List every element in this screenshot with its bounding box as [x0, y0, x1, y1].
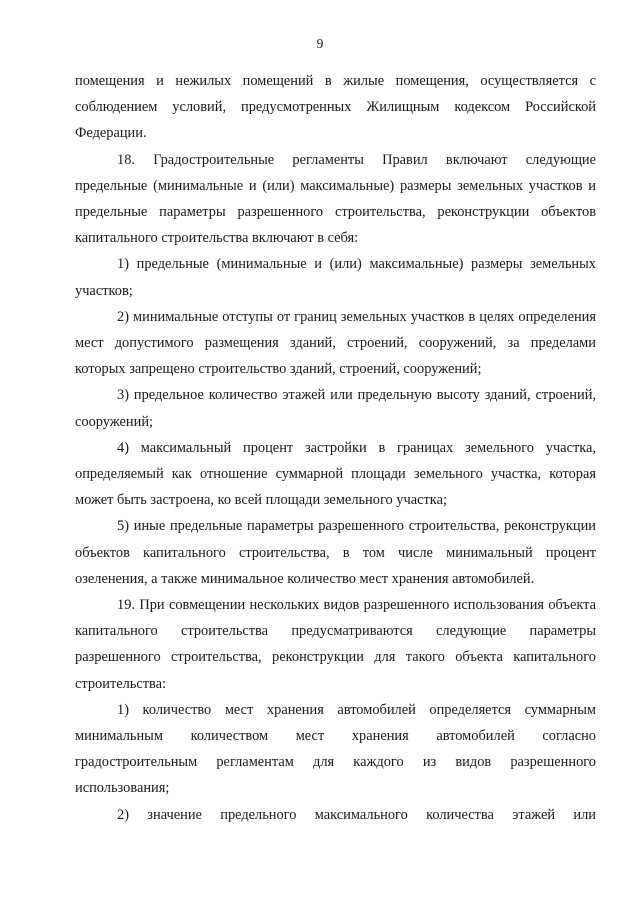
paragraph-item-18-1: 1) предельные (минимальные и (или) максимальные) размеры земельных участков;	[75, 256, 596, 299]
document-body	[75, 68, 596, 828]
paragraph-item-19-1: 1) количество мест хранения автомобилей определяется суммарным минимальным количеством мест хранения автомобилей согласно градостроительным регламентам для каждого из видов разрешенного использования;	[75, 701, 596, 797]
paragraph-item-19: 19. При совмещении нескольких видов разрешенного использования объекта капитального строительства предусматриваются следующие параметры разрешенного строительства, реконструкции для такого объекта капитального строительства:	[75, 597, 596, 692]
paragraph-item-18-5: 5) иные предельные параметры разрешенного строительства, реконструкции объектов капитального строительства, в том числе минимальный процент озеленения, а также минимальное количество мест хранения автомобилей.	[75, 518, 596, 587]
paragraph-item-19-2: 2) значение предельного максимального количества этажей или	[117, 806, 596, 823]
page-number: 9	[316, 36, 324, 51]
paragraph-item-18-4: 4) максимальный процент застройки в границах земельного участка, определяемый как отношение суммарной площади земельного участка, которая может быть застроена, ко всей площади земельного участка;	[75, 439, 596, 509]
paragraph-item-18-3: 3) предельное количество этажей или предельную высоту зданий, строений, сооружений;	[75, 387, 596, 430]
paragraph-item-18: 18. Градостроительные регламенты Правил включают следующие предельные (минимальные и (или) максимальные) размеры земельных участков и предельные параметры разрешенного строительства, реконструкции объектов капитального строительства включают в себя:	[75, 151, 596, 247]
paragraph-item-18-2: 2) минимальные отступы от границ земельных участков в целях определения мест допустимого размещения зданий, строений, сооружений, за пределами которых запрещено строительство зданий, строений, сооружений;	[75, 308, 596, 378]
paragraph-continuation: помещения и нежилых помещений в жилые помещения, осуществляется с соблюдением условий, предусмотренных Жилищным кодексом Российской Федерации.	[75, 73, 596, 142]
